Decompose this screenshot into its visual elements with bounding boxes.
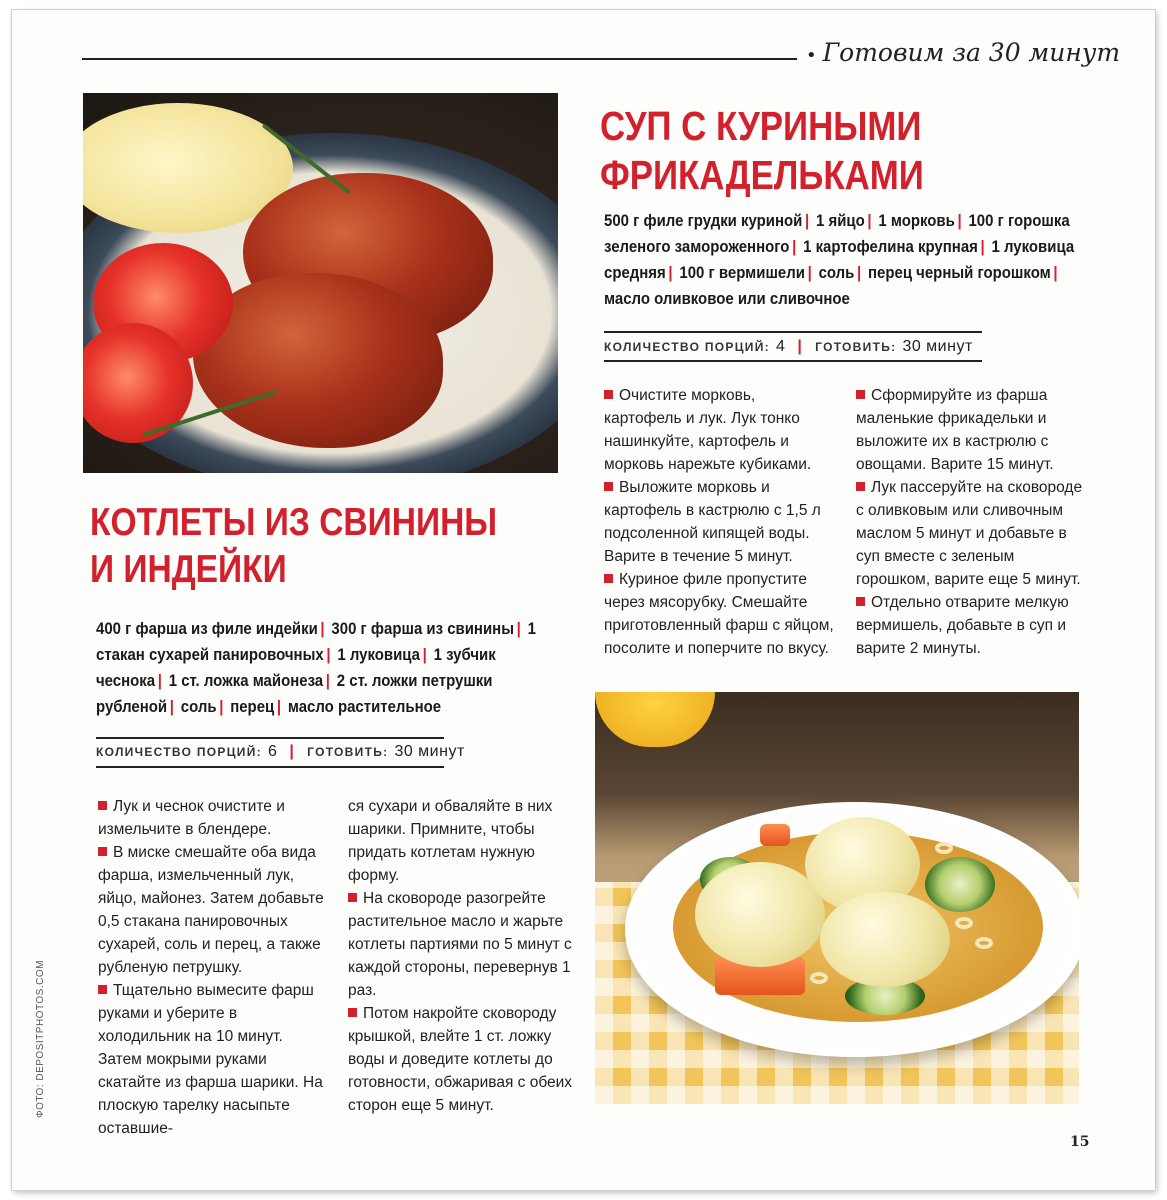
- soup-title-line-2: ФРИКАДЕЛЬКАМИ: [600, 152, 924, 199]
- step-text: В миске смешайте оба вида фарша, измельченный лук, яйцо, майонез. Затем добавьте 0,5 стакана панировочных сухарей, соль и перец, а также рубленую петрушку.: [98, 844, 324, 976]
- ingredient: перец черный горошком: [868, 263, 1051, 282]
- time-label: ГОТОВИТЬ:: [815, 340, 897, 354]
- meta-rule: [604, 331, 982, 333]
- ingredient: 1 стакан сухарей панировочных: [96, 619, 536, 664]
- soup-steps-col-2: [856, 384, 1088, 660]
- soup-steps-col-1: [604, 384, 836, 660]
- separator: |: [867, 211, 872, 230]
- step-bullet-icon: [856, 390, 865, 399]
- pasta-piece: [975, 937, 993, 949]
- ingredient: 1 зубчик чеснока: [96, 645, 496, 690]
- soup-meta: [604, 338, 973, 356]
- step-bullet-icon: [98, 801, 107, 810]
- step-text: Потом накройте сковороду крышкой, влейте 1 ст. ложку воды и доведите котлеты до готовности, обжаривая с обеих сторон еще 5 минут.: [348, 1005, 573, 1114]
- separator: |: [792, 237, 797, 256]
- separator: |: [422, 645, 427, 664]
- cutlets-title-line-1: КОТЛЕТЫ ИЗ СВИНИНЫ: [90, 501, 498, 544]
- ingredient: 1 морковь: [878, 211, 955, 230]
- separator: |: [169, 697, 174, 716]
- ingredient: 400 г фарша из филе индейки: [96, 619, 318, 638]
- ingredient: 100 г горошка зеленого замороженного: [604, 211, 1070, 256]
- cutlets-ingredients: [96, 616, 547, 720]
- pasta-piece: [810, 972, 828, 984]
- step-bullet-icon: [98, 985, 107, 994]
- servings-label: КОЛИЧЕСТВО ПОРЦИЙ:: [604, 340, 770, 354]
- cutlets-photo: [83, 93, 558, 473]
- ingredient: 1 яйцо: [815, 211, 865, 230]
- cutlets-steps-col-2: [348, 795, 580, 1117]
- meta-rule: [96, 766, 444, 768]
- step-text: Очистите морковь, картофель и лук. Лук тонко нашинкуйте, картофель и морковь нарежьте кубиками.: [604, 387, 812, 473]
- step: [348, 887, 580, 1002]
- step-text: ся сухари и обваляйте в них шарики. Примните, чтобы придать котлетам нужную форму.: [348, 798, 553, 884]
- step: [856, 591, 1088, 660]
- step-text: Отдельно отварите мелкую вермишель, добавьте в суп и варите 2 минуты.: [856, 594, 1069, 657]
- servings-value: 6: [267, 743, 278, 760]
- soup-recipe-title: [600, 102, 924, 200]
- separator: |: [797, 338, 804, 355]
- step-text: Куриное филе пропустите через мясорубку. Смешайте приготовленный фарш с яйцом, посолите и поперчите по вкусу.: [604, 571, 834, 657]
- step: [98, 979, 330, 1140]
- meta-rule: [96, 737, 444, 739]
- meta-rule: [604, 360, 982, 362]
- step-bullet-icon: [604, 390, 613, 399]
- meatball: [820, 892, 950, 987]
- ingredient: соль: [818, 263, 855, 282]
- step-bullet-icon: [348, 1008, 357, 1017]
- cutlets-steps-col-1: [98, 795, 330, 1140]
- carrot-piece: [760, 824, 790, 846]
- time-value: 30 минут: [902, 338, 973, 355]
- section-header: [806, 38, 1120, 67]
- step-bullet-icon: [604, 574, 613, 583]
- step-text: Лук пассеруйте на сковороде с оливковым или сливочным маслом 5 минут и добавьте в суп вместе с зеленым горошком, варите еще 5 минут.: [856, 479, 1083, 588]
- ingredient: масло оливковое или сливочное: [604, 289, 850, 308]
- servings-value: 4: [775, 338, 786, 355]
- ingredient: 1 луковица: [337, 645, 420, 664]
- separator: |: [1053, 263, 1058, 282]
- ingredient: 1 луковица средняя: [604, 237, 1075, 282]
- step: [856, 476, 1088, 591]
- separator: |: [668, 263, 673, 282]
- separator: |: [957, 211, 962, 230]
- separator: |: [807, 263, 812, 282]
- step-bullet-icon: [856, 482, 865, 491]
- step-text: Тщательно вымесите фарш руками и уберите в холодильник на 10 минут. Затем мокрыми руками скатайте из фарша шарики. На плоскую тарелку насыпьте оставшие-: [98, 982, 323, 1137]
- soup-title-line-1: СУП С КУРИНЫМИ: [600, 103, 922, 149]
- step: [348, 795, 580, 887]
- separator: |: [320, 619, 325, 638]
- ingredient: перец: [230, 697, 275, 716]
- step: [604, 476, 836, 568]
- servings-label: КОЛИЧЕСТВО ПОРЦИЙ:: [96, 745, 262, 759]
- step: [98, 795, 330, 841]
- separator: |: [276, 697, 282, 716]
- step-bullet-icon: [856, 597, 865, 606]
- step: [856, 384, 1088, 476]
- step: [98, 841, 330, 979]
- step: [604, 384, 836, 476]
- pasta-piece: [935, 842, 953, 854]
- separator: |: [516, 619, 521, 638]
- time-label: ГОТОВИТЬ:: [307, 745, 389, 759]
- pasta-piece: [955, 917, 973, 929]
- header-bullet-icon: •: [806, 45, 817, 66]
- step-text: На сковороде разогрейте растительное масло и жарьте котлеты партиями по 5 минут с каждой стороны, перевернув 1 раз.: [348, 890, 572, 999]
- time-value: 30 минут: [394, 743, 465, 760]
- header-rule: [82, 58, 797, 60]
- step: [348, 1002, 580, 1117]
- separator: |: [857, 263, 862, 282]
- separator: |: [219, 697, 224, 716]
- ingredient: 100 г вермишели: [679, 263, 805, 282]
- ingredient: 1 картофелина крупная: [803, 237, 978, 256]
- step-bullet-icon: [348, 893, 357, 902]
- ingredient: 300 г фарша из свинины: [331, 619, 514, 638]
- step: [604, 568, 836, 660]
- ingredient: 500 г филе грудки куриной: [604, 211, 803, 230]
- photo-credit: ФОТО: DEPOSITPHOTOS.COM: [35, 960, 46, 1118]
- page-number: 15: [1070, 1134, 1090, 1150]
- step-text: Лук и чеснок очистите и измельчите в блендере.: [98, 798, 285, 838]
- meatball: [695, 862, 825, 967]
- soup-photo: [595, 692, 1079, 1104]
- ingredient: масло растительное: [287, 697, 442, 716]
- yellow-cup: [595, 692, 715, 747]
- separator: |: [980, 237, 985, 256]
- separator: |: [157, 671, 162, 690]
- ingredient: соль: [180, 697, 217, 716]
- ingredient: 2 ст. ложки петрушки рубленой: [96, 671, 493, 716]
- cutlets-title-line-2: И ИНДЕЙКИ: [90, 547, 287, 591]
- cutlets-meta: [96, 743, 465, 761]
- separator: |: [325, 671, 330, 690]
- ingredient: 1 ст. ложка майонеза: [168, 671, 324, 690]
- step-text: Сформируйте из фарша маленькие фрикадельки и выложите их в кастрюлю с овощами. Варите 15 минут.: [856, 387, 1054, 473]
- soup-ingredients: [604, 208, 1075, 312]
- zucchini-slice: [925, 857, 995, 912]
- separator: |: [326, 645, 331, 664]
- step-bullet-icon: [98, 847, 107, 856]
- step-bullet-icon: [604, 482, 613, 491]
- step-text: Выложите морковь и картофель в кастрюлю с 1,5 л подсоленной кипящей воды. Варите в течение 5 минут.: [604, 479, 821, 565]
- separator: |: [289, 743, 296, 760]
- cutlets-recipe-title: [90, 500, 497, 594]
- section-header-text: Готовим за 30 минут: [822, 38, 1121, 67]
- separator: |: [804, 211, 810, 230]
